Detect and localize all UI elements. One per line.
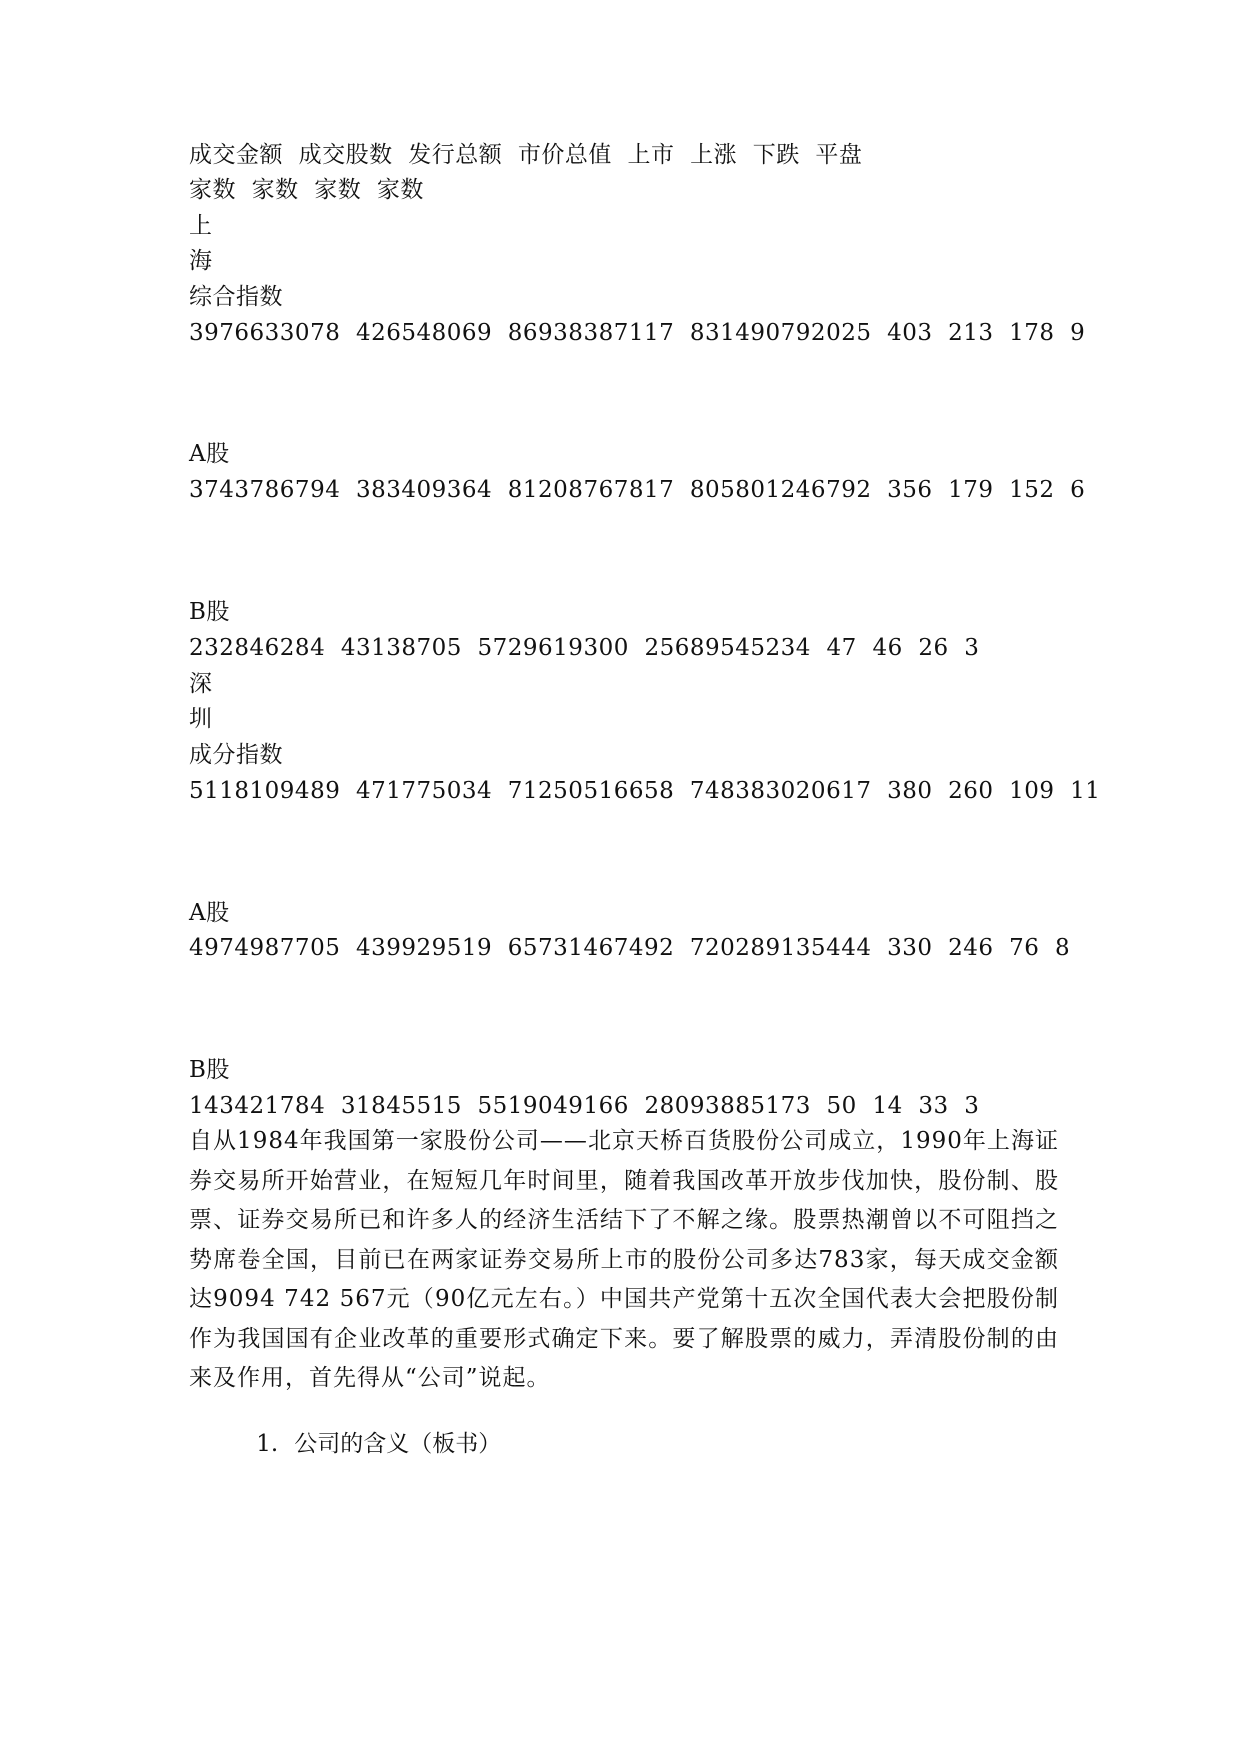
shanghai-label-char-1: 上 [189, 213, 213, 239]
shenzhen-index-label: 成分指数 [189, 742, 283, 768]
body-paragraph: 自从1984年我国第一家股份公司——北京天桥百货股份公司成立，1990年上海证券交易所开始营业，在短短几年时间里，随着我国改革开放步伐加快，股份制、股票、证券交易所已和许多人的经济生活结下了不解之缘。股票热潮曾以不可阻挡之势席卷全国，目前已在两家证券交易所上市的股份公司多达783家，每天成交金额达9094 742 567元（90亿元左右。）中国共产党第十五次全国代表大会把股份制作为我国国有企业改革的重要形式确定下来。要了解股票的威力，弄清股份制的由来及作用，首先得从“公司”说起。 [189, 1128, 1059, 1391]
shenzhen-a-share-values: 4974987705 439929519 65731467492 720289135444 330 246 76 8 [189, 935, 1071, 961]
shenzhen-index-values: 5118109489 471775034 71250516658 748383020617 380 260 109 11 [189, 778, 1101, 804]
list-item-number: 1. [256, 1431, 279, 1457]
shanghai-b-share-values: 232846284 43138705 5729619300 25689545234 47 46 26 3 [189, 635, 980, 661]
shanghai-b-share-label: B股 [189, 599, 230, 625]
list-item [227, 1399, 501, 1489]
shenzhen-b-share-label: B股 [189, 1057, 230, 1083]
table-header-line-2: 家数 家数 家数 家数 [189, 177, 424, 203]
shenzhen-label-char-2: 圳 [189, 706, 213, 732]
list-item-text: 公司的含义（板书） [294, 1431, 502, 1457]
shanghai-label-char-2: 海 [189, 248, 213, 274]
shenzhen-label-char-1: 深 [189, 671, 213, 697]
shanghai-a-share-label: A股 [189, 441, 230, 467]
table-header-line-1: 成交金额 成交股数 发行总额 市价总值 上市 上涨 下跌 平盘 [189, 142, 863, 168]
shanghai-a-share-values: 3743786794 383409364 81208767817 805801246792 356 179 152 6 [189, 477, 1086, 503]
shenzhen-a-share-label: A股 [189, 900, 230, 926]
shenzhen-b-share-values: 143421784 31845515 5519049166 28093885173 50 14 33 3 [189, 1093, 980, 1119]
shanghai-index-label: 综合指数 [189, 284, 283, 310]
shanghai-index-values: 3976633078 426548069 86938387117 831490792025 403 213 178 9 [189, 320, 1086, 346]
